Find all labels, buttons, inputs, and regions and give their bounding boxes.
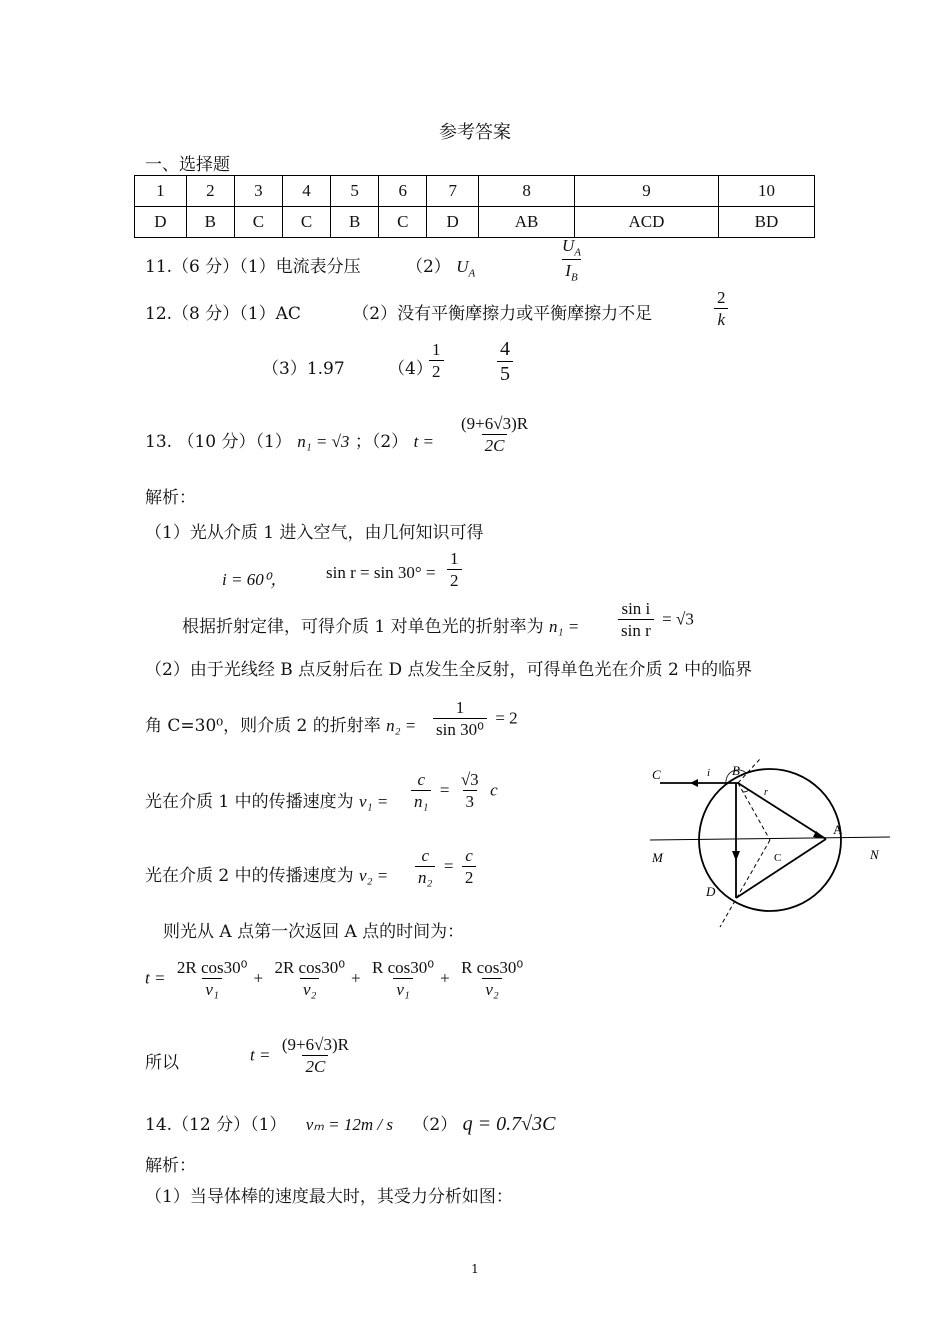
q13-line7: 则光从 A 点第一次返回 A 点的时间为： [163, 922, 465, 942]
table-cell-number: 5 [331, 176, 379, 207]
label-i: i [707, 767, 711, 779]
table-cell-answer: D [135, 207, 187, 238]
q14-jiexi: 解析： [145, 1156, 196, 1176]
label-m: M [652, 850, 663, 865]
q13-line2: 根据折射定律，可得介质 1 对单色光的折射率为 n₁ = [182, 617, 580, 637]
normal-d [720, 840, 770, 927]
q13-n1-eq: n₁ = √3 [297, 432, 350, 451]
q12-part2: （2）没有平衡摩擦力或平衡摩擦力不足 [352, 304, 653, 324]
q13-sinr-eq: sin r = sin 30° = [326, 563, 436, 582]
q14-line1: （1）当导体棒的速度最大时，其受力分析如图： [145, 1187, 513, 1207]
label-b: B [732, 763, 740, 778]
table-cell-number: 4 [282, 176, 330, 207]
page-title: 参考答案 [439, 122, 511, 143]
q13-line: 13. （10 分）（1） n₁ = √3 ；（2） t = [145, 432, 435, 452]
table-cell-number: 6 [379, 176, 427, 207]
q14-vm: vₘ = 12m / s [305, 1115, 394, 1134]
q11-fraction: $\frac{U_A}{I_B}$ [562, 236, 582, 284]
label-c-center: C [774, 852, 782, 864]
table-cell-answer: C [234, 207, 282, 238]
table-cell-number: 7 [427, 176, 479, 207]
label-r: r [764, 787, 768, 798]
q12-part4: （4） [388, 359, 433, 379]
table-cell-number: 8 [479, 176, 575, 207]
table-cell-number: 3 [234, 176, 282, 207]
label-a: A [833, 822, 843, 837]
q13-v2-frac: $\frac{c}{\text{n₂}}$ = $\frac{c}{2}$ [412, 846, 479, 888]
q13-jiexi: 解析： [145, 488, 196, 508]
table-cell-number: 9 [575, 176, 719, 207]
label-c-left: C [652, 767, 661, 782]
ray-arrow-down [732, 851, 740, 861]
q13-i-eq: i = 60⁰， [222, 570, 288, 589]
q13-n2-frac: $\frac{1}{\text{sin 30⁰}}$ = 2 [430, 698, 518, 740]
q11-part2: （2） [405, 257, 451, 277]
answer-table [134, 175, 815, 238]
table-cell-answer: D [427, 207, 479, 238]
table-cell-answer: C [379, 207, 427, 238]
table-cell-answer: B [186, 207, 234, 238]
q13-result: t = $\frac{(9+6√3)R}{2C}$ [250, 1035, 349, 1076]
q13-prefix: 13. （10 分）（1） [145, 432, 292, 452]
section-heading-choice: 一、选择题 [145, 155, 230, 175]
q11-line [145, 252, 475, 279]
table-cell-answer: ACD [575, 207, 719, 238]
ray-a-d [736, 839, 826, 898]
table-cell-answer: C [282, 207, 330, 238]
q13-line6: 光在介质 2 中的传播速度为 v₂ = [145, 866, 389, 886]
q13-line4: 角 C=30⁰，则介质 2 的折射率 n₂ = [145, 716, 417, 736]
q14-line [145, 1110, 555, 1136]
q12-line [145, 299, 652, 324]
q14-prefix: 14.（12 分）（1） [145, 1115, 287, 1135]
q11-prefix: 11.（6 分）（1）电流表分压 [145, 257, 361, 277]
label-n: N [870, 847, 879, 862]
q13-sinr-frac: $\frac{1}{2}$ [444, 549, 465, 591]
ray-b-a [738, 783, 826, 839]
angle-r-arc [743, 790, 749, 792]
label-d: D [706, 884, 716, 899]
table-cell-answer: AB [479, 207, 575, 238]
q13-line1: （1）光从介质 1 进入空气，由几何知识可得 [145, 523, 484, 543]
table-cell-number: 10 [718, 176, 814, 207]
q12-prefix: 12.（8 分）（1）AC [145, 304, 301, 324]
q13-v1-frac: $\frac{c}{\text{n₁}}$ = $\frac{√3}{3}$ c [408, 770, 498, 812]
q11-ua: $U_A$ [456, 257, 476, 280]
q12-frac2: $\frac{1}{2}$ [426, 340, 447, 382]
q14-part2: （2） [412, 1115, 458, 1135]
page-number: 1 [471, 1262, 479, 1276]
answer-table-answer-row [135, 207, 815, 238]
q13-line3: （2）由于光线经 B 点反射后在 D 点发生全反射，可得单色光在介质 2 中的临界 [145, 660, 753, 680]
q13-time-sum: t = $\frac{\text{2R cos30⁰}}{\text{v₁}}$ + $\frac{\text{2R cos30⁰}}{\text{v₂}}$ + $\frac{\text{R cos30⁰}}{\text{v₁}}$ + $\frac{\text{R cos30⁰}}{\text{v₂}}$ [145, 958, 524, 999]
table-cell-answer: B [331, 207, 379, 238]
optics-diagram [640, 755, 900, 930]
q12-frac3: $\frac{4}{5}$ [494, 338, 516, 387]
q13-sep: ；（2） [354, 432, 409, 452]
q13-n1-frac: $\frac{\text{sin i}}{\text{sin r}}$ = √3 [615, 599, 694, 641]
q13-line5: 光在介质 1 中的传播速度为 v₁ = [145, 792, 389, 812]
table-cell-number: 2 [186, 176, 234, 207]
q13-t-fraction: $\frac{(9+6√3)R}{2C}$ [461, 414, 529, 455]
ray-arrow-left [690, 779, 698, 787]
q13-suoyi: 所以 [145, 1053, 179, 1073]
answer-table-header-row [135, 176, 815, 207]
q12-part3: （3）1.97 [262, 359, 345, 379]
table-cell-number: 1 [135, 176, 187, 207]
q14-q: q = 0.7√3C [462, 1113, 556, 1135]
q12-frac1: $\frac{2}{k}$ [711, 288, 732, 330]
table-cell-answer: BD [718, 207, 814, 238]
